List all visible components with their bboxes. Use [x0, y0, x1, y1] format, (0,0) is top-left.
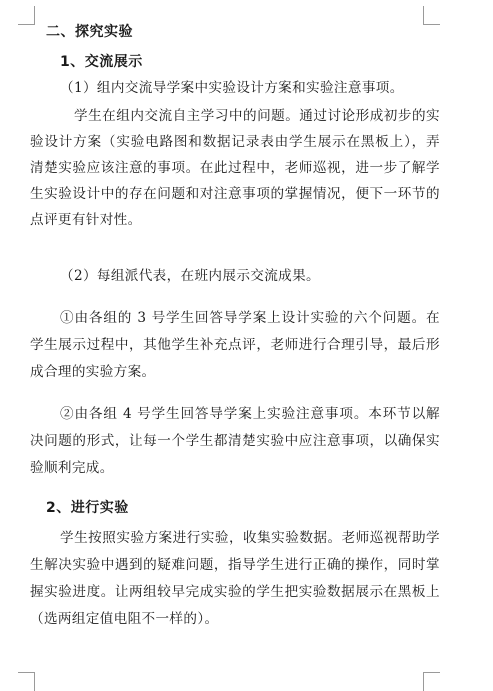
paragraph-3 [30, 264, 440, 289]
paragraph-1-text: （1）组内交流导学案中实验设计方案和实验注意事项。 [60, 80, 404, 96]
paragraph-4-text: ①由各组的 3 号学生回答导学案上设计实验的六个问题。在学生展示过程中，其他学生补充点评，老师进行合理引导，最后形成合理的实验方案。 [30, 310, 440, 380]
paragraph-5 [30, 401, 440, 482]
paragraph-5-text: ②由各组 4 号学生回答导学案上实验注意事项。本环节以解决问题的形式，让每一个学生都清楚实验中应注意事项，以确保实验顺利完成。 [30, 406, 440, 476]
crop-mark-bottom-left [18, 672, 35, 691]
crop-mark-bottom-right [423, 672, 440, 691]
crop-mark-top-right [423, 6, 440, 25]
paragraph-6 [30, 525, 440, 633]
paragraph-2-text: 学生在组内交流自主学习中的问题。通过讨论形成初步的实验设计方案（实验电路图和数据记录表由学生展示在黑板上），弄清楚实验应该注意的事项。在此过程中，老师巡视，进一步了解学生实验设计中的存在问题和对注意事项的掌握情况，便下一环节的点评更有针对性。 [30, 108, 440, 228]
paragraph-2 [30, 103, 440, 233]
paragraph-4 [30, 305, 440, 386]
paragraph-6-text: 学生按照实验方案进行实验，收集实验数据。老师巡视帮助学生解决实验中遇到的疑难问题，指导学生进行正确的操作，同时掌握实验进度。让两组较早完成实验的学生把实验数据展示在黑板上（选两组定值电阻不一样的）。 [30, 530, 440, 627]
subsection-heading-2: 2、进行实验 [46, 500, 129, 516]
subsection-heading-1: 1、交流展示 [60, 54, 143, 70]
paragraph-3-text: （2）每组派代表，在班内展示交流成果。 [60, 268, 320, 284]
crop-mark-top-left [18, 6, 35, 25]
paragraph-1 [30, 76, 440, 101]
section-heading: 二、探究实验 [46, 24, 133, 40]
